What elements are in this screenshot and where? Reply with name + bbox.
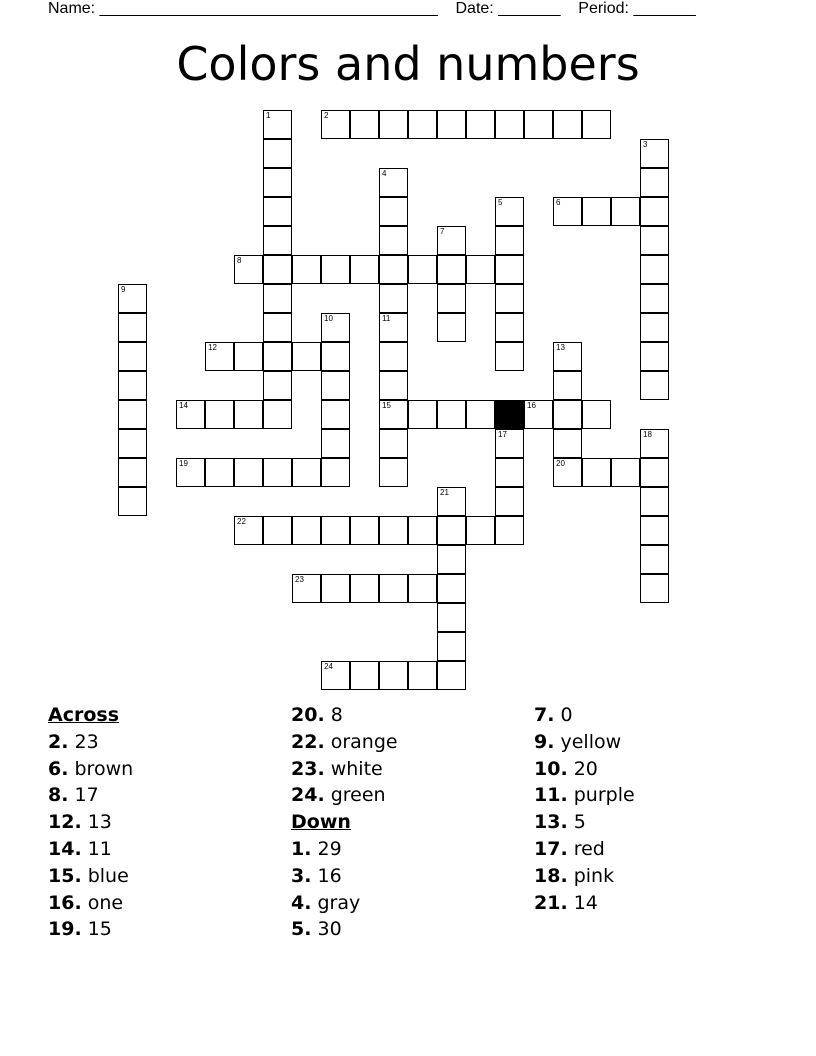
grid-cell[interactable]	[495, 197, 524, 226]
grid-cell[interactable]	[553, 197, 582, 226]
grid-cell[interactable]	[292, 458, 321, 487]
grid-cell[interactable]	[466, 400, 495, 429]
grid-cell[interactable]	[611, 197, 640, 226]
clue-number: 2.	[48, 730, 69, 753]
across-clue	[48, 729, 133, 756]
clue-number: 3.	[291, 864, 312, 887]
clues-column-1	[48, 702, 133, 943]
grid-cell[interactable]	[176, 458, 205, 487]
cell-number: 4	[382, 169, 387, 178]
name-blank[interactable]: ______________________________________	[99, 0, 438, 17]
clue-text: brown	[74, 757, 134, 780]
grid-cell[interactable]	[292, 574, 321, 603]
grid-cell[interactable]	[263, 458, 292, 487]
clue-number: 1.	[291, 837, 312, 860]
grid-cell[interactable]	[292, 516, 321, 545]
clue-text: 17	[74, 784, 99, 807]
grid-cell[interactable]	[263, 168, 292, 197]
clue-number: 9.	[534, 730, 555, 753]
grid-cell[interactable]	[263, 313, 292, 342]
grid-cell[interactable]	[379, 284, 408, 313]
grid-cell[interactable]	[379, 110, 408, 139]
grid-cell[interactable]	[640, 458, 669, 487]
clue-text: 15	[87, 918, 112, 941]
grid-cell[interactable]	[379, 661, 408, 690]
grid-cell[interactable]	[176, 400, 205, 429]
grid-cell[interactable]	[234, 342, 263, 371]
cell-number: 6	[556, 198, 561, 207]
clue-number: 18.	[534, 864, 568, 887]
grid-cell[interactable]	[263, 371, 292, 400]
clue-number: 19.	[48, 918, 82, 941]
clue-number: 20.	[291, 704, 325, 726]
grid-cell[interactable]	[350, 661, 379, 690]
across-clue	[48, 836, 133, 863]
cell-number: 23	[295, 575, 304, 584]
grid-cell[interactable]	[379, 516, 408, 545]
grid-cell[interactable]	[350, 255, 379, 284]
grid-cell[interactable]	[437, 545, 466, 574]
grid-cell[interactable]	[437, 226, 466, 255]
grid-cell[interactable]	[263, 342, 292, 371]
cell-number: 9	[121, 285, 126, 294]
clue-number: 15.	[48, 864, 82, 887]
grid-cell[interactable]	[408, 400, 437, 429]
grid-cell[interactable]	[640, 255, 669, 284]
cell-number: 5	[498, 198, 503, 207]
grid-cell[interactable]	[437, 661, 466, 690]
across-clue	[48, 863, 133, 890]
across-clue	[48, 809, 133, 836]
clue-text: one	[87, 891, 124, 914]
grid-cell[interactable]	[437, 516, 466, 545]
grid-cell[interactable]	[321, 429, 350, 458]
grid-cell[interactable]	[495, 458, 524, 487]
cell-number: 1	[266, 111, 271, 120]
clue-text: 0	[560, 704, 573, 726]
grid-cell[interactable]	[263, 139, 292, 168]
clue-number: 23.	[291, 757, 325, 780]
grid-cell[interactable]	[350, 516, 379, 545]
grid-cell[interactable]	[640, 197, 669, 226]
clue-text: 11	[87, 837, 112, 860]
grid-cell[interactable]	[408, 110, 437, 139]
clue-text: 23	[74, 730, 99, 753]
grid-cell[interactable]	[437, 255, 466, 284]
grid-cell[interactable]	[321, 110, 350, 139]
grid-cell[interactable]	[379, 458, 408, 487]
grid-cell[interactable]	[437, 400, 466, 429]
clue-number: 21.	[534, 891, 568, 914]
cell-number: 13	[556, 343, 565, 352]
grid-cell[interactable]	[350, 574, 379, 603]
down-clue	[534, 809, 635, 836]
grid-cell[interactable]	[437, 632, 466, 661]
grid-cell[interactable]	[495, 284, 524, 313]
grid-cell[interactable]	[466, 516, 495, 545]
across-heading: Across	[48, 704, 120, 726]
clue-text: gray	[317, 891, 361, 914]
grid-cell[interactable]	[234, 255, 263, 284]
grid-cell[interactable]	[118, 342, 147, 371]
grid-cell[interactable]	[495, 429, 524, 458]
grid-cell[interactable]	[379, 574, 408, 603]
grid-cell[interactable]	[611, 458, 640, 487]
grid-cell[interactable]	[524, 400, 553, 429]
grid-cell[interactable]	[466, 255, 495, 284]
clue-text: green	[330, 784, 386, 807]
grid-cell[interactable]	[379, 429, 408, 458]
grid-cell[interactable]	[263, 284, 292, 313]
grid-cell[interactable]	[466, 110, 495, 139]
clue-text: 14	[573, 891, 598, 914]
grid-cell[interactable]	[640, 139, 669, 168]
grid-cell[interactable]	[321, 400, 350, 429]
grid-cell[interactable]	[553, 400, 582, 429]
grid-cell[interactable]	[582, 110, 611, 139]
clue-text: white	[330, 757, 383, 780]
grid-cell[interactable]	[234, 458, 263, 487]
grid-cell[interactable]	[495, 255, 524, 284]
grid-cell[interactable]	[640, 574, 669, 603]
grid-cell[interactable]	[321, 516, 350, 545]
clue-number: 10.	[534, 757, 568, 780]
down-clue	[291, 836, 398, 863]
across-clue	[48, 890, 133, 917]
down-clue	[534, 890, 635, 917]
grid-cell[interactable]	[379, 400, 408, 429]
grid-cell[interactable]	[640, 342, 669, 371]
grid-cell[interactable]	[205, 458, 234, 487]
cell-number: 21	[440, 488, 449, 497]
cell-number: 8	[237, 256, 242, 265]
grid-cell[interactable]	[553, 110, 582, 139]
clue-text: purple	[573, 784, 635, 807]
clue-number: 14.	[48, 837, 82, 860]
period-blank[interactable]: _______	[633, 0, 696, 17]
clue-text: 8	[330, 704, 343, 726]
clue-text: red	[573, 837, 605, 860]
grid-cell[interactable]	[379, 226, 408, 255]
date-label: Date:	[455, 0, 494, 17]
clue-text: yellow	[560, 730, 622, 753]
clue-text: pink	[573, 864, 615, 887]
grid-cell[interactable]	[640, 487, 669, 516]
grid-cell[interactable]	[437, 284, 466, 313]
clue-number: 12.	[48, 811, 82, 834]
grid-cell[interactable]	[437, 574, 466, 603]
clue-number: 8.	[48, 784, 69, 807]
grid-cell[interactable]	[321, 313, 350, 342]
page-title: Colors and numbers	[176, 37, 640, 91]
clue-number: 17.	[534, 837, 568, 860]
clue-number: 5.	[291, 918, 312, 941]
grid-cell[interactable]	[263, 400, 292, 429]
grid-cell[interactable]	[321, 574, 350, 603]
clue-number: 4.	[291, 891, 312, 914]
down-clue	[534, 729, 635, 756]
down-heading: Down	[291, 811, 351, 834]
grid-cell[interactable]	[263, 255, 292, 284]
cell-number: 14	[179, 401, 188, 410]
cell-number: 11	[382, 314, 391, 323]
across-clue	[48, 782, 133, 809]
grid-cell[interactable]	[379, 313, 408, 342]
grid-cell[interactable]	[495, 342, 524, 371]
clue-text: 20	[573, 757, 598, 780]
date-blank[interactable]: _______	[498, 0, 561, 17]
grid-cell[interactable]	[524, 110, 553, 139]
grid-cell[interactable]	[350, 110, 379, 139]
grid-cell[interactable]	[379, 255, 408, 284]
name-label: Name:	[48, 0, 96, 17]
clue-number: 11.	[534, 784, 568, 807]
grid-cell[interactable]	[553, 458, 582, 487]
cell-number: 15	[382, 401, 391, 410]
down-clue-list	[291, 836, 398, 943]
down-clue	[534, 702, 635, 729]
across-clue	[48, 756, 133, 783]
grid-cell[interactable]	[321, 661, 350, 690]
cell-number: 7	[440, 227, 445, 236]
grid-cell[interactable]	[234, 516, 263, 545]
clue-number: 13.	[534, 811, 568, 834]
down-clue	[534, 836, 635, 863]
down-clue	[534, 782, 635, 809]
grid-cell[interactable]	[118, 458, 147, 487]
cell-number: 17	[498, 430, 507, 439]
grid-cell[interactable]	[640, 226, 669, 255]
down-clue	[291, 890, 398, 917]
cell-number: 12	[208, 343, 217, 352]
clues-column-3	[534, 702, 635, 916]
clues-column-2	[291, 702, 398, 943]
across-clue-list	[48, 729, 133, 943]
grid-cell[interactable]	[234, 400, 263, 429]
cell-number: 3	[643, 140, 648, 149]
grid-cell[interactable]	[379, 371, 408, 400]
grid-cell[interactable]	[292, 255, 321, 284]
grid-cell[interactable]	[118, 487, 147, 516]
clue-text: 16	[317, 864, 342, 887]
grid-cell[interactable]	[437, 487, 466, 516]
grid-cell[interactable]	[553, 429, 582, 458]
grid-cell[interactable]	[263, 110, 292, 139]
down-clue	[291, 863, 398, 890]
grid-cell[interactable]	[118, 400, 147, 429]
across-clue	[291, 729, 398, 756]
grid-cell[interactable]	[495, 313, 524, 342]
period-label: Period:	[578, 0, 629, 17]
cell-number: 2	[324, 111, 329, 120]
clue-text: 29	[317, 837, 342, 860]
down-clue-list-continued	[534, 702, 635, 916]
grid-cell[interactable]	[321, 458, 350, 487]
clue-text: 30	[317, 918, 342, 941]
clue-number: 6.	[48, 757, 69, 780]
grid-cell[interactable]	[640, 516, 669, 545]
grid-cell[interactable]	[118, 429, 147, 458]
clue-number: 16.	[48, 891, 82, 914]
grid-cell[interactable]	[408, 516, 437, 545]
clue-text: orange	[330, 730, 398, 753]
across-clue	[291, 756, 398, 783]
down-clue	[534, 756, 635, 783]
grid-cell[interactable]	[640, 168, 669, 197]
across-clue	[291, 782, 398, 809]
grid-cell[interactable]	[582, 197, 611, 226]
clue-text: blue	[87, 864, 129, 887]
across-clue	[48, 916, 133, 943]
grid-cell[interactable]	[640, 545, 669, 574]
grid-cell[interactable]	[379, 168, 408, 197]
grid-cell[interactable]	[437, 603, 466, 632]
grid-cell[interactable]	[495, 516, 524, 545]
cell-number: 22	[237, 517, 246, 526]
down-clue	[534, 863, 635, 890]
grid-cell[interactable]	[321, 371, 350, 400]
grid-cell[interactable]	[205, 342, 234, 371]
cell-number: 20	[556, 459, 565, 468]
clue-number: 7.	[534, 704, 555, 726]
grid-cell[interactable]	[553, 371, 582, 400]
clue-number: 22.	[291, 730, 325, 753]
grid-cell[interactable]	[118, 313, 147, 342]
grid-cell[interactable]	[640, 429, 669, 458]
grid-cell[interactable]	[408, 255, 437, 284]
grid-cell[interactable]	[321, 255, 350, 284]
clue-text: 5	[573, 811, 586, 834]
grid-cell[interactable]	[205, 400, 234, 429]
clue-number: 24.	[291, 784, 325, 807]
black-cell	[495, 400, 524, 429]
grid-cell[interactable]	[408, 574, 437, 603]
across-clue-list-continued	[291, 702, 398, 809]
grid-cell[interactable]	[408, 661, 437, 690]
cell-number: 16	[527, 401, 536, 410]
grid-cell[interactable]	[640, 371, 669, 400]
grid-cell[interactable]	[640, 313, 669, 342]
grid-cell[interactable]	[321, 342, 350, 371]
grid-cell[interactable]	[582, 400, 611, 429]
grid-cell[interactable]	[553, 342, 582, 371]
cell-number: 19	[179, 459, 188, 468]
down-clue	[291, 916, 398, 943]
grid-cell[interactable]	[379, 197, 408, 226]
grid-cell[interactable]	[640, 284, 669, 313]
grid-cell[interactable]	[495, 110, 524, 139]
across-clue	[291, 702, 398, 729]
clue-text: 13	[87, 811, 112, 834]
grid-cell[interactable]	[437, 313, 466, 342]
cell-number: 18	[643, 430, 652, 439]
cell-number: 10	[324, 314, 333, 323]
grid-cell[interactable]	[263, 226, 292, 255]
grid-cell[interactable]	[582, 458, 611, 487]
grid-cell[interactable]	[495, 226, 524, 255]
grid-cell[interactable]	[263, 516, 292, 545]
grid-cell[interactable]	[437, 110, 466, 139]
grid-cell[interactable]	[118, 284, 147, 313]
grid-cell[interactable]	[263, 197, 292, 226]
grid-cell[interactable]	[495, 487, 524, 516]
grid-cell[interactable]	[292, 342, 321, 371]
grid-cell[interactable]	[379, 342, 408, 371]
grid-cell[interactable]	[118, 371, 147, 400]
cell-number: 24	[324, 662, 333, 671]
